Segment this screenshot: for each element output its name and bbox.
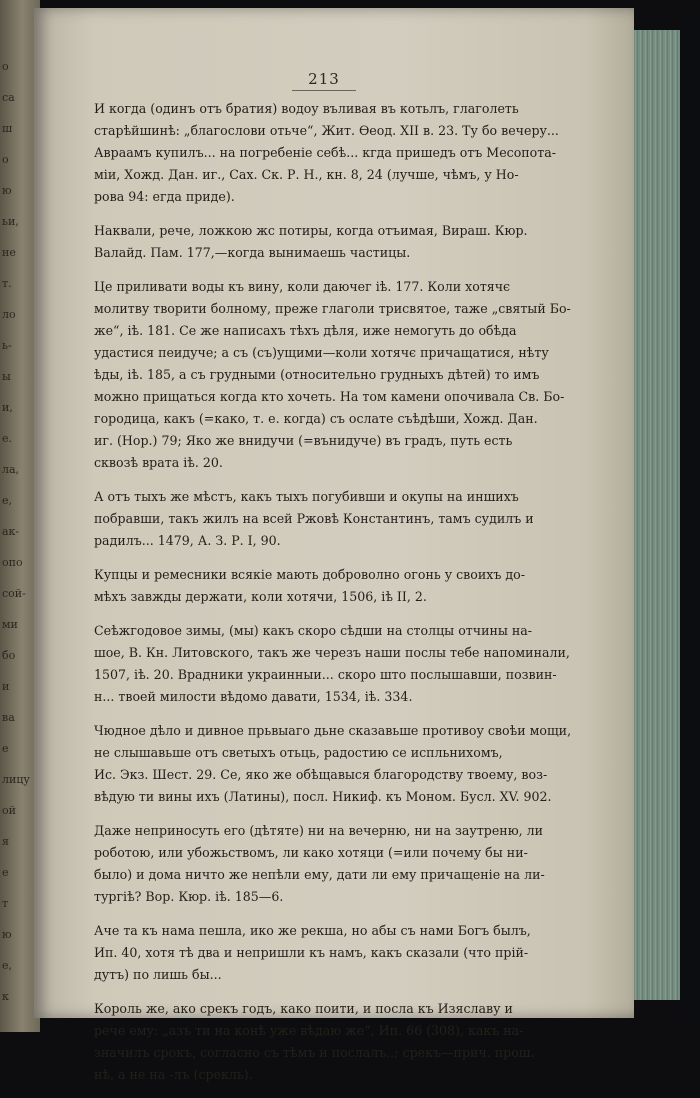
text-line: не слышавьше отъ светыхъ отьць, радостию се испльнихомъ,	[94, 745, 503, 760]
page-number: 213	[308, 70, 340, 88]
text-line: Це приливати воды къ вину, коли даючег iѣ. 177. Коли хотячє	[94, 279, 511, 294]
left-page-fragment: не	[2, 246, 16, 259]
text-line: н... твоей милости вѣдомо давати, 1534, iѣ. 334.	[94, 689, 413, 704]
text-line: Сеѣжгодовое зимы, (мы) какъ скоро сѣдши на столцы отчины на-	[94, 623, 533, 638]
text-line: Ип. 40, хотя тѣ два и непришли къ намъ, какъ сказали (что прій-	[94, 945, 529, 960]
text-line: Купцы и ремесники всякіе мають доброволно огонь у своихъ до-	[94, 567, 525, 582]
left-page-fragment: ва	[2, 711, 15, 724]
book-page	[34, 8, 634, 1082]
left-page-fragment: ак-	[2, 525, 20, 538]
text-line: вѣдую ти вины ихъ (Латины), посл. Никиф. къ Моном. Бусл. XV. 902.	[94, 789, 552, 804]
text-line: Аче та къ нама пешла, ико же рекша, но абы съ нами Богъ былъ,	[94, 923, 531, 938]
page-text	[94, 98, 614, 1098]
text-line: иг. (Нор.) 79; Яко же внидучи (=вънидуче) въ градъ, путь есть	[94, 433, 513, 448]
paragraph	[94, 998, 614, 1086]
text-line: удастися пеидуче; а съ (съ)ущими—коли хотячє причащатися, нѣту	[94, 345, 549, 360]
text-line: рече ему: „азъ ти на конѣ уже вѣдаю же“, Ип. 66 (308), какъ на-	[94, 1023, 524, 1038]
paragraph	[94, 564, 614, 608]
left-page-fragment: т.	[2, 277, 12, 290]
text-line: молитву творити болному, преже глаголи трисвятое, таже „святый Бо-	[94, 301, 571, 316]
text-line: было) и дома ничто же непѣли ему, дати ли ему причащеніе на ли-	[94, 867, 545, 882]
text-line: нѣ, а не на -лъ (срекль).	[94, 1067, 253, 1082]
paragraph	[94, 920, 614, 986]
text-line: міи, Хожд. Дан. иг., Сах. Ск. Р. Н., кн. 8, 24 (лучше, чѣмъ, у Но-	[94, 167, 519, 182]
text-line: рова 94: егда приде).	[94, 189, 235, 204]
text-line: тургіѣ? Вор. Кюр. iѣ. 185—6.	[94, 889, 284, 904]
text-line: ѣды, iѣ. 185, а съ грудными (относительно грудныхъ дѣтей) то имъ	[94, 367, 540, 382]
paragraph	[94, 620, 614, 708]
text-line: А отъ тыхъ же мѣстъ, какъ тыхъ погубивши и окупы на иншихъ	[94, 489, 519, 504]
left-page-fragment: и	[2, 680, 10, 693]
text-line: же“, iѣ. 181. Се же написахъ тѣхъ дѣля, иже немогуть до обѣда	[94, 323, 517, 338]
left-page-fragment: и,	[2, 401, 13, 414]
text-line: значилъ срокъ, согласно съ тѣмъ и послалъ..; срекъ—прич. прош.	[94, 1045, 535, 1060]
left-page-fragment: ло	[2, 308, 16, 321]
text-line: шое, В. Кн. Литовского, такъ же черезъ наши послы тебе напоминали,	[94, 645, 570, 660]
text-line: Авраамъ купилъ... на погребеніе себѣ... кгда пришедъ отъ Месопота-	[94, 145, 556, 160]
left-page-fragment: ьи,	[2, 215, 19, 228]
left-page-fragment: ой	[2, 804, 16, 817]
paragraph	[94, 98, 614, 208]
left-page-fragment: е,	[2, 494, 13, 507]
left-page-fragment: са	[2, 91, 15, 104]
left-page-fragment: е,	[2, 959, 13, 972]
text-line: 1507, iѣ. 20. Врадники украинныи... скоро што послышавши, позвин-	[94, 667, 557, 682]
left-page-fragment: е.	[2, 432, 13, 445]
text-line: побравши, такъ жилъ на всей Ржовѣ Константинъ, тамъ судилъ и	[94, 511, 534, 526]
book-cover-edge	[680, 20, 700, 1020]
left-page-fragment: ми	[2, 618, 18, 631]
left-page-fragment: ь-	[2, 339, 12, 352]
left-page-fragment: о	[2, 153, 9, 166]
left-page-fragment: ш	[2, 122, 13, 135]
left-page-fragment: ы	[2, 370, 11, 383]
left-page-fragment: опо	[2, 556, 23, 569]
text-line: городица, какъ (=како, т. е. когда) съ ослате съѣдѣши, Хожд. Дан.	[94, 411, 538, 426]
text-line: мѣхъ завжды держати, коли хотячи, 1506, iѣ II, 2.	[94, 589, 427, 604]
paragraph	[94, 220, 614, 264]
left-page-fragment: лицу	[2, 773, 30, 786]
left-page-fragment: я	[2, 835, 9, 848]
text-line: И когда (одинъ отъ братия) водоу въливая въ котьлъ, глаголеть	[94, 101, 519, 116]
left-page-fragment: сой-	[2, 587, 26, 600]
left-page-fragment: е	[2, 742, 9, 755]
page-block-edge	[634, 30, 680, 1000]
text-line: радилъ... 1479, А. З. Р. I, 90.	[94, 533, 281, 548]
left-page-fragment: ла,	[2, 463, 20, 476]
text-line: роботою, или убожьствомъ, ли како хотяци (=или почему бы ни-	[94, 845, 528, 860]
paragraph	[94, 820, 614, 908]
text-line: Валайд. Пам. 177,—когда вынимаешь частицы.	[94, 245, 411, 260]
left-page-fragment: е	[2, 866, 9, 879]
text-line: можно прищаться когда кто хочеть. На том камени опочивала Св. Бо-	[94, 389, 565, 404]
left-page-fragment: о	[2, 60, 9, 73]
text-line: Наквали, рече, ложкою жс потиры, когда отъимая, Вираш. Кюр.	[94, 223, 528, 238]
paragraph	[94, 720, 614, 808]
left-page-fragment: ю	[2, 928, 12, 941]
left-page-fragment: к	[2, 990, 9, 1003]
text-line: Даже неприносуть его (дѣтяте) ни на вечерню, ни на заутреню, ли	[94, 823, 544, 838]
left-page-fragment: ю	[2, 184, 12, 197]
text-line: дутъ) по лишь бы...	[94, 967, 222, 982]
left-page-fragment: т	[2, 897, 9, 910]
paragraph	[94, 276, 614, 474]
page-number-rule	[292, 90, 356, 91]
paragraph	[94, 486, 614, 552]
text-line: Король же, ако срекъ годъ, како поити, и посла къ Изяславу и	[94, 1001, 513, 1016]
text-line: Чюдное дѣло и дивное прьвыаго дьне сказавьше противоу своѣи мощи,	[94, 723, 572, 738]
text-line: старѣйшинѣ: „благослови отьче“, Жит. Өеод. XII в. 23. Ту бо вечеру...	[94, 123, 559, 138]
text-line: сквозѣ врата iѣ. 20.	[94, 455, 223, 470]
left-page-fragment: бо	[2, 649, 16, 662]
text-line: Ис. Экз. Шест. 29. Се, яко же обѣщавыся благородству твоему, воз-	[94, 767, 548, 782]
